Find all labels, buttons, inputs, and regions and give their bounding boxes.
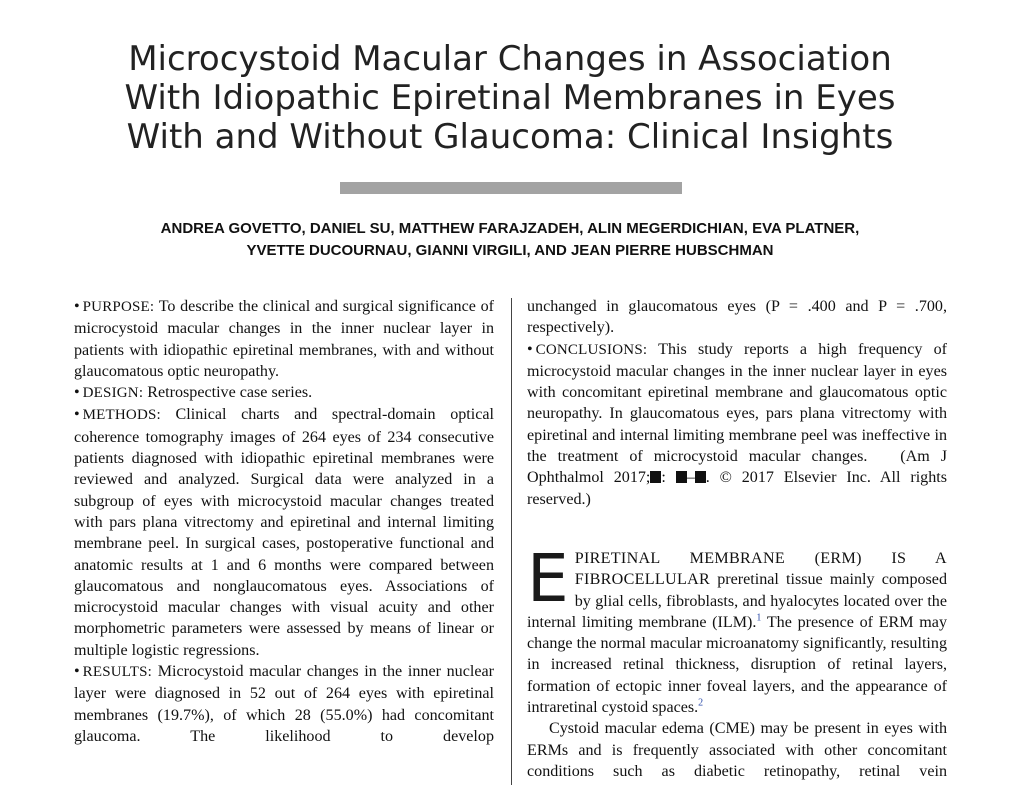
abstract-right-column [527, 296, 947, 510]
authors-line-1: ANDREA GOVETTO, DANIEL SU, MATTHEW FARAJZADEH, ALIN MEGERDICHIAN, EVA PLATNER, [160, 220, 860, 237]
bullet-icon: • [74, 663, 80, 681]
reference-link-1[interactable]: 1 [756, 612, 762, 624]
abstract-purpose [74, 296, 494, 382]
design-text: Retrospective case series. [147, 384, 313, 402]
authors-line-2: YVETTE DUCOURNAU, GIANNI VIRGILI, AND JEAN PIERRE HUBSCHMAN [246, 242, 774, 259]
abstract-conclusions [527, 339, 947, 510]
placeholder-square-icon [695, 471, 706, 483]
article-title [120, 40, 900, 157]
citation-separator: : [661, 469, 666, 487]
bullet-icon: • [74, 298, 80, 315]
purpose-label: PURPOSE: [82, 299, 155, 315]
abstract-results [74, 661, 494, 747]
author-list [60, 218, 960, 262]
bullet-icon: • [74, 406, 80, 424]
methods-label: METHODS: [82, 407, 161, 424]
results-text: Microcystoid macular changes in the inner nuclear layer were diagnosed in 52 out of 264 eyes with epiretinal membranes (19.7%), of which 28 (55.0%) had concomitant glaucoma. The likelihood to develop [74, 663, 494, 745]
abstract-design [74, 382, 494, 404]
conclusions-text: This study reports a high frequency of microcystoid macular changes in the inner nuclear layer in eyes with concomitant epiretinal membrane and glaucomatous optic neuropathy. In glaucomatous eyes, pars plana vitrectomy with epiretinal and internal limiting membrane peel was ineffective in the treatment of microcystoid macular changes. [527, 340, 947, 466]
placeholder-square-icon [650, 471, 661, 483]
citation-dash: – [686, 469, 695, 487]
body-paragraph-2 [527, 718, 947, 782]
abstract-methods [74, 404, 494, 661]
results-continued-text: unchanged in glaucomatous eyes (P = .400 and P = .700, respectively). [527, 298, 947, 337]
conclusions-label: CONCLUSIONS: [535, 341, 648, 358]
paragraph-2-text: Cystoid macular edema (CME) may be present in eyes with ERMs and is frequently associated with other concomitant conditions such as diabetic retinopathy, retinal vein [527, 720, 947, 780]
bullet-icon: • [527, 340, 533, 358]
abstract-results-continued [527, 296, 947, 339]
title-line-1: Microcystoid Macular Changes in Association [128, 39, 892, 79]
citation-prefix: (Am J Ophthalmol 2017; [527, 448, 947, 487]
drop-cap: E [527, 540, 569, 617]
title-divider-bar [340, 182, 682, 194]
design-label: DESIGN: [82, 385, 144, 402]
abstract-left-column [74, 296, 494, 747]
methods-text: Clinical charts and spectral-domain optical coherence tomography images of 264 eyes of 234 consecutive patients diagnosed with idiopathic epiretinal membranes were reviewed and analyzed. Surgical data were analyzed in a subgroup of eyes with microcystoid macular changes treated with pars plana vitrectomy and epiretinal and internal limiting membrane peel. In surgical cases, postoperative functional and anatomic results at 1 and 6 months were compared between glaucomatous and nonglaucomatous eyes. Associations of microcystoid macular changes with visual acuity and other morphometric parameters were assessed by means of linear or multiple logistic regressions. [74, 406, 494, 659]
reference-link-2[interactable]: 2 [698, 697, 704, 709]
purpose-text: To describe the clinical and surgical significance of microcystoid macular changes in the inner nuclear layer in patients with idiopathic epiretinal membranes, with and without glaucomatous optic neuropathy. [74, 298, 494, 380]
title-line-2: With Idiopathic Epiretinal Membranes in Eyes [124, 78, 896, 118]
title-line-3: With and Without Glaucoma: Clinical Insights [126, 117, 894, 157]
bullet-icon: • [74, 384, 80, 402]
body-paragraph-1 [527, 540, 947, 718]
article-body [527, 540, 947, 782]
column-divider [511, 298, 512, 785]
paragraph-1-rest: The presence of ERM may change the normal macular microanatomy significantly, resulting in increased retinal thickness, disruption of retinal layers, formation of ectopic inner foveal layers, and the appearance of intraretinal cystoid spaces. [527, 613, 947, 717]
lead-smallcaps: PIRETINAL MEMBRANE (ERM) IS A FIBROCELLULAR [574, 550, 947, 589]
citation-suffix: . © 2017 Elsevier Inc. All rights reserved.) [527, 469, 947, 508]
placeholder-square-icon [676, 471, 687, 483]
results-label: RESULTS: [82, 664, 153, 681]
paragraph-1-text: preretinal tissue mainly composed by glial cells, fibroblasts, and hyalocytes located over the internal limiting membrane (ILM). [527, 571, 947, 631]
